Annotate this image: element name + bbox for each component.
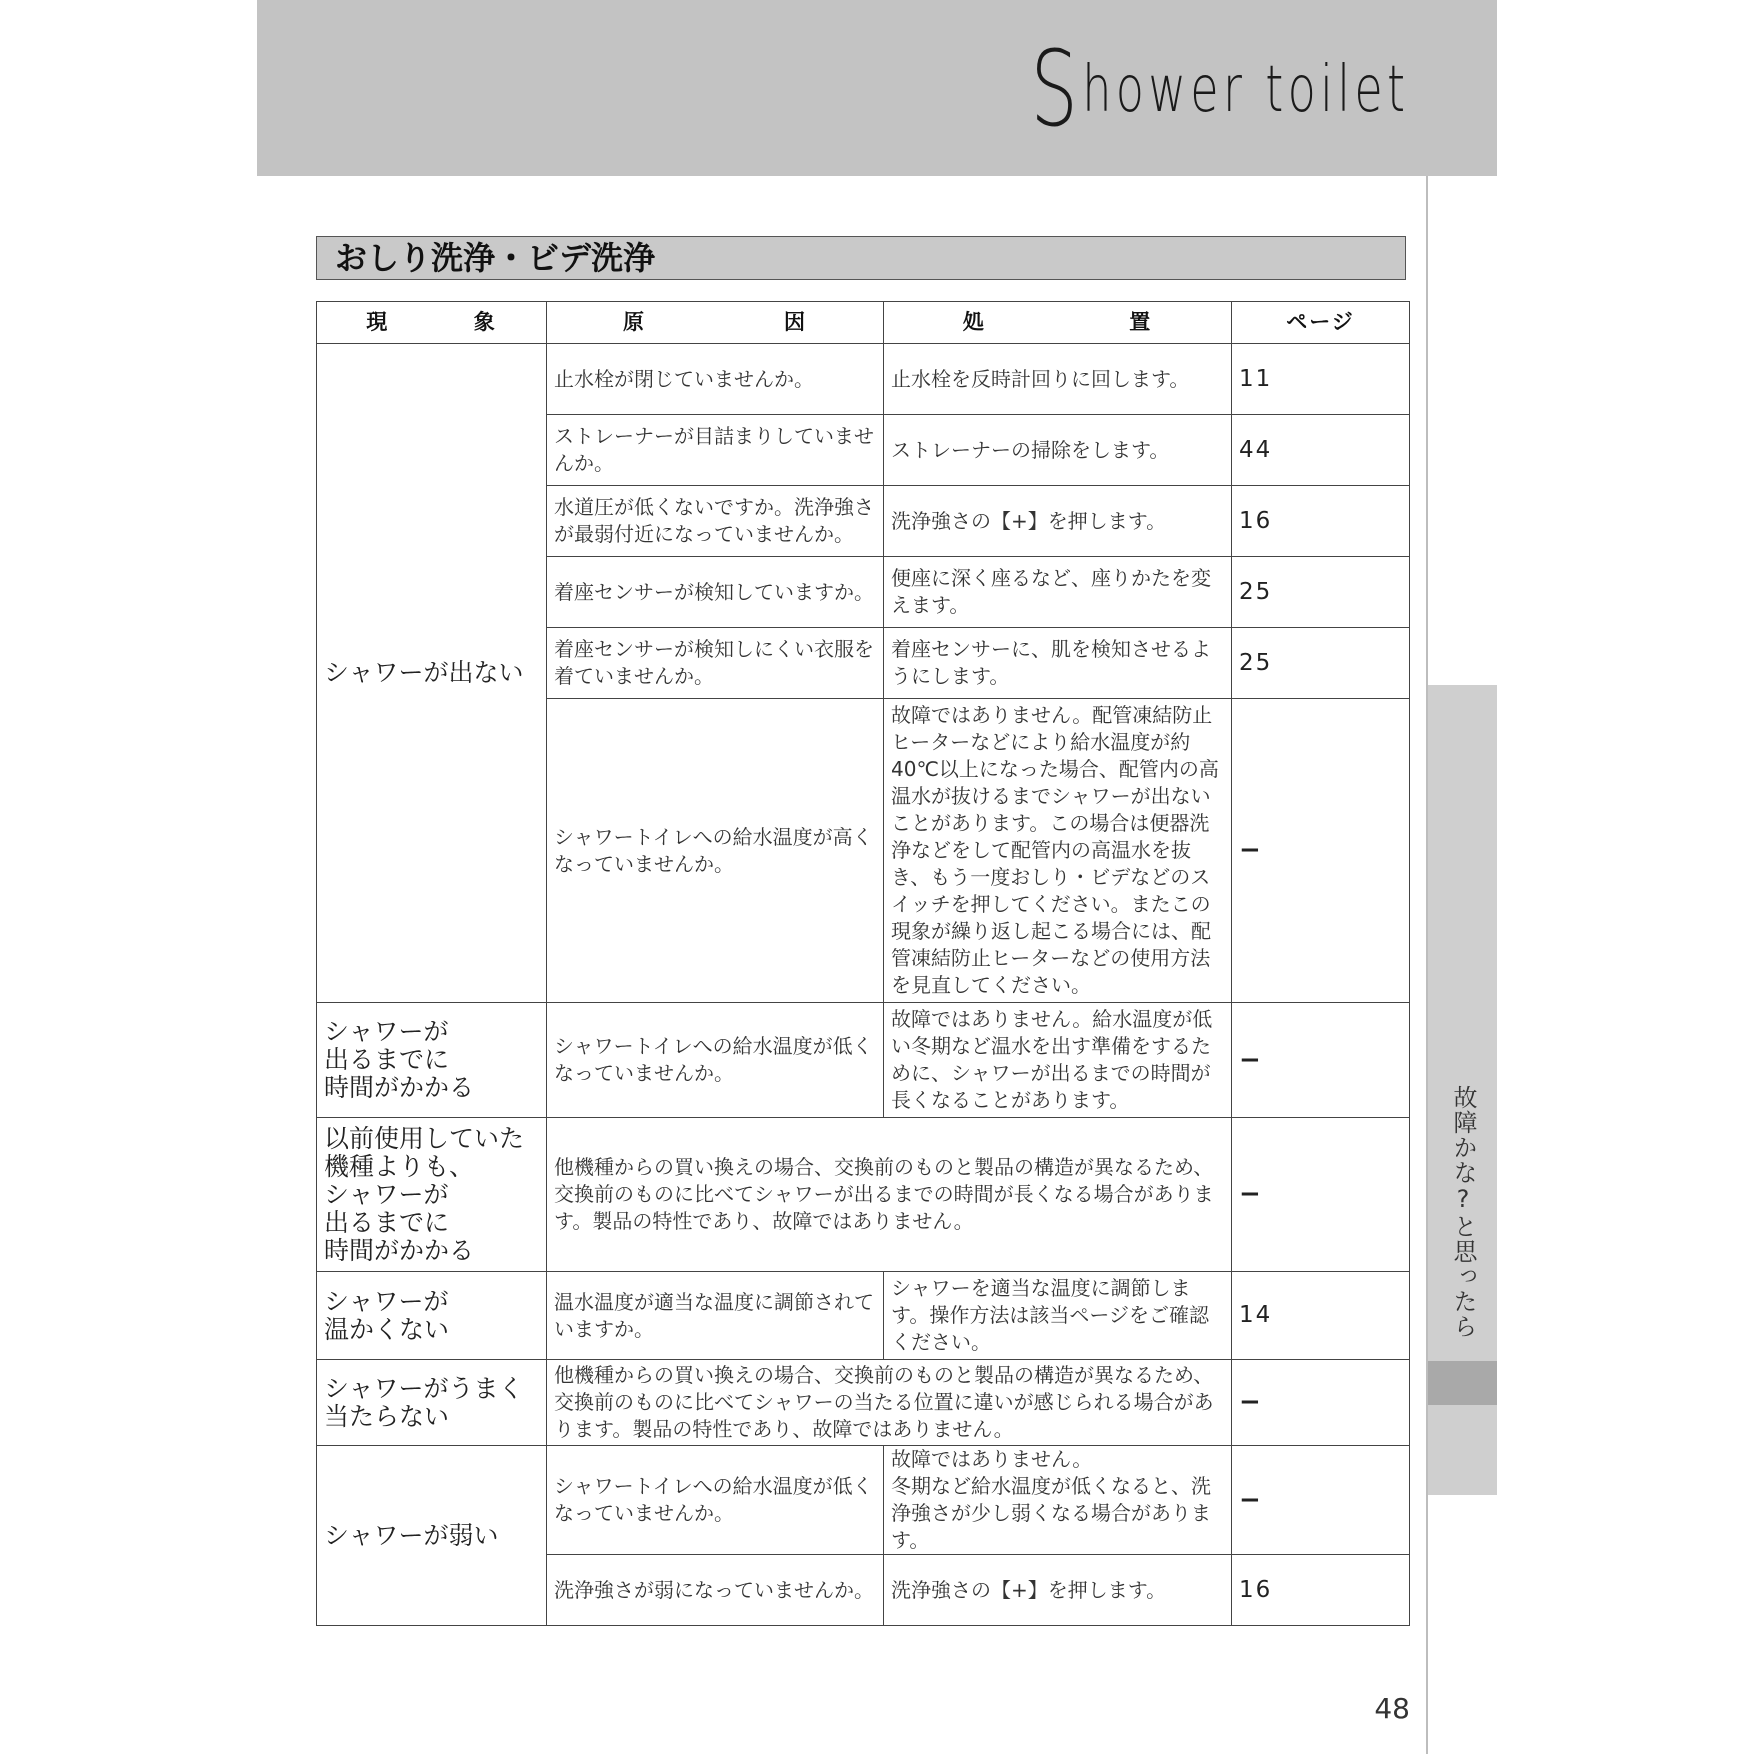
action-cell: 洗浄強さの【+】を押します。	[884, 486, 1232, 557]
cause-cell: 水道圧が低くないですか。洗浄強さが最弱付近になっていませんか。	[547, 486, 884, 557]
action-cell: 着座センサーに、肌を検知させるようにします。	[884, 628, 1232, 699]
page-ref-cell: −	[1232, 1003, 1410, 1118]
page-ref-cell: 14	[1232, 1272, 1410, 1360]
cause-cell: 着座センサーが検知していますか。	[547, 557, 884, 628]
page-ref-cell: −	[1232, 1360, 1410, 1446]
page-ref-cell: 16	[1232, 1555, 1410, 1626]
side-tab-label: 故障かな?と思ったら	[1449, 1085, 1477, 1339]
action-cell: ストレーナーの掃除をします。	[884, 415, 1232, 486]
table-row	[317, 1118, 1410, 1272]
table-row	[317, 1446, 1410, 1555]
page-ref-cell: 11	[1232, 344, 1410, 415]
section-title: おしり洗浄・ビデ洗浄	[316, 236, 1406, 280]
header-band	[257, 0, 1497, 176]
page-ref-cell: 25	[1232, 557, 1410, 628]
cause-cell: 洗浄強さが弱になっていませんか。	[547, 1555, 884, 1626]
action-cell: 便座に深く座るなど、座りかたを変えます。	[884, 557, 1232, 628]
troubleshooting-table	[316, 301, 1410, 1626]
header-action: 処 置	[884, 302, 1232, 344]
table-header-row	[317, 302, 1410, 344]
brand-initial: S	[1029, 28, 1082, 150]
symptom-cell: シャワーが 出るまでに 時間がかかる	[317, 1003, 547, 1118]
page-ref-cell: −	[1232, 1446, 1410, 1555]
page-ref-cell: 16	[1232, 486, 1410, 557]
action-cell: 故障ではありません。給水温度が低い冬期など温水を出す準備をするために、シャワーが出るまでの時間が長くなることがあります。	[884, 1003, 1232, 1118]
action-cell: シャワーを適当な温度に調節します。操作方法は該当ページをご確認ください。	[884, 1272, 1232, 1360]
header-cause: 原 因	[547, 302, 884, 344]
table-body	[317, 344, 1410, 1626]
page-ref-cell: 44	[1232, 415, 1410, 486]
symptom-cell: シャワーが 温かくない	[317, 1272, 547, 1360]
symptom-cell: シャワーが弱い	[317, 1446, 547, 1626]
table-row	[317, 1272, 1410, 1360]
merged-cause-action-cell: 他機種からの買い換えの場合、交換前のものと製品の構造が異なるため、交換前のものに比べてシャワーが出るまでの時間が長くなる場合があります。製品の特性であり、故障ではありません。	[547, 1118, 1232, 1272]
table-row	[317, 1003, 1410, 1118]
page-number: 48	[1374, 1692, 1410, 1725]
cause-cell: シャワートイレへの給水温度が高くなっていませんか。	[547, 699, 884, 1003]
cause-cell: 温水温度が適当な温度に調節されていますか。	[547, 1272, 884, 1360]
symptom-cell: シャワーが出ない	[317, 344, 547, 1003]
brand-logo	[1029, 14, 1409, 150]
action-cell: 止水栓を反時計回りに回します。	[884, 344, 1232, 415]
page-ref-cell: −	[1232, 699, 1410, 1003]
header-symptom: 現 象	[317, 302, 547, 344]
cause-cell: シャワートイレへの給水温度が低くなっていませんか。	[547, 1003, 884, 1118]
symptom-cell: シャワーがうまく 当たらない	[317, 1360, 547, 1446]
side-tab-marker	[1428, 1361, 1497, 1405]
brand-text: hower toilet	[1081, 53, 1409, 127]
action-cell: 洗浄強さの【+】を押します。	[884, 1555, 1232, 1626]
merged-cause-action-cell: 他機種からの買い換えの場合、交換前のものと製品の構造が異なるため、交換前のものに比べてシャワーの当たる位置に違いが感じられる場合があります。製品の特性であり、故障ではありません。	[547, 1360, 1232, 1446]
table-row	[317, 1360, 1410, 1446]
cause-cell: シャワートイレへの給水温度が低くなっていませんか。	[547, 1446, 884, 1555]
page-ref-cell: −	[1232, 1118, 1410, 1272]
table-row	[317, 344, 1410, 415]
cause-cell: 止水栓が閉じていませんか。	[547, 344, 884, 415]
action-cell: 故障ではありません。 冬期など給水温度が低くなると、洗浄強さが少し弱くなる場合があります。	[884, 1446, 1232, 1555]
symptom-cell: 以前使用していた 機種よりも、 シャワーが 出るまでに 時間がかかる	[317, 1118, 547, 1272]
cause-cell: ストレーナーが目詰まりしていませんか。	[547, 415, 884, 486]
action-cell: 故障ではありません。配管凍結防止ヒーターなどにより給水温度が約40℃以上になった場合、配管内の高温水が抜けるまでシャワーが出ないことがあります。この場合は便器洗浄などをして配管内の高温水を抜き、もう一度おしり・ビデなどのスイッチを押してください。またこの現象が繰り返し起こる場合には、配管凍結防止ヒーターなどの使用方法を見直してください。	[884, 699, 1232, 1003]
cause-cell: 着座センサーが検知しにくい衣服を着ていませんか。	[547, 628, 884, 699]
header-page: ページ	[1232, 302, 1410, 344]
page-ref-cell: 25	[1232, 628, 1410, 699]
